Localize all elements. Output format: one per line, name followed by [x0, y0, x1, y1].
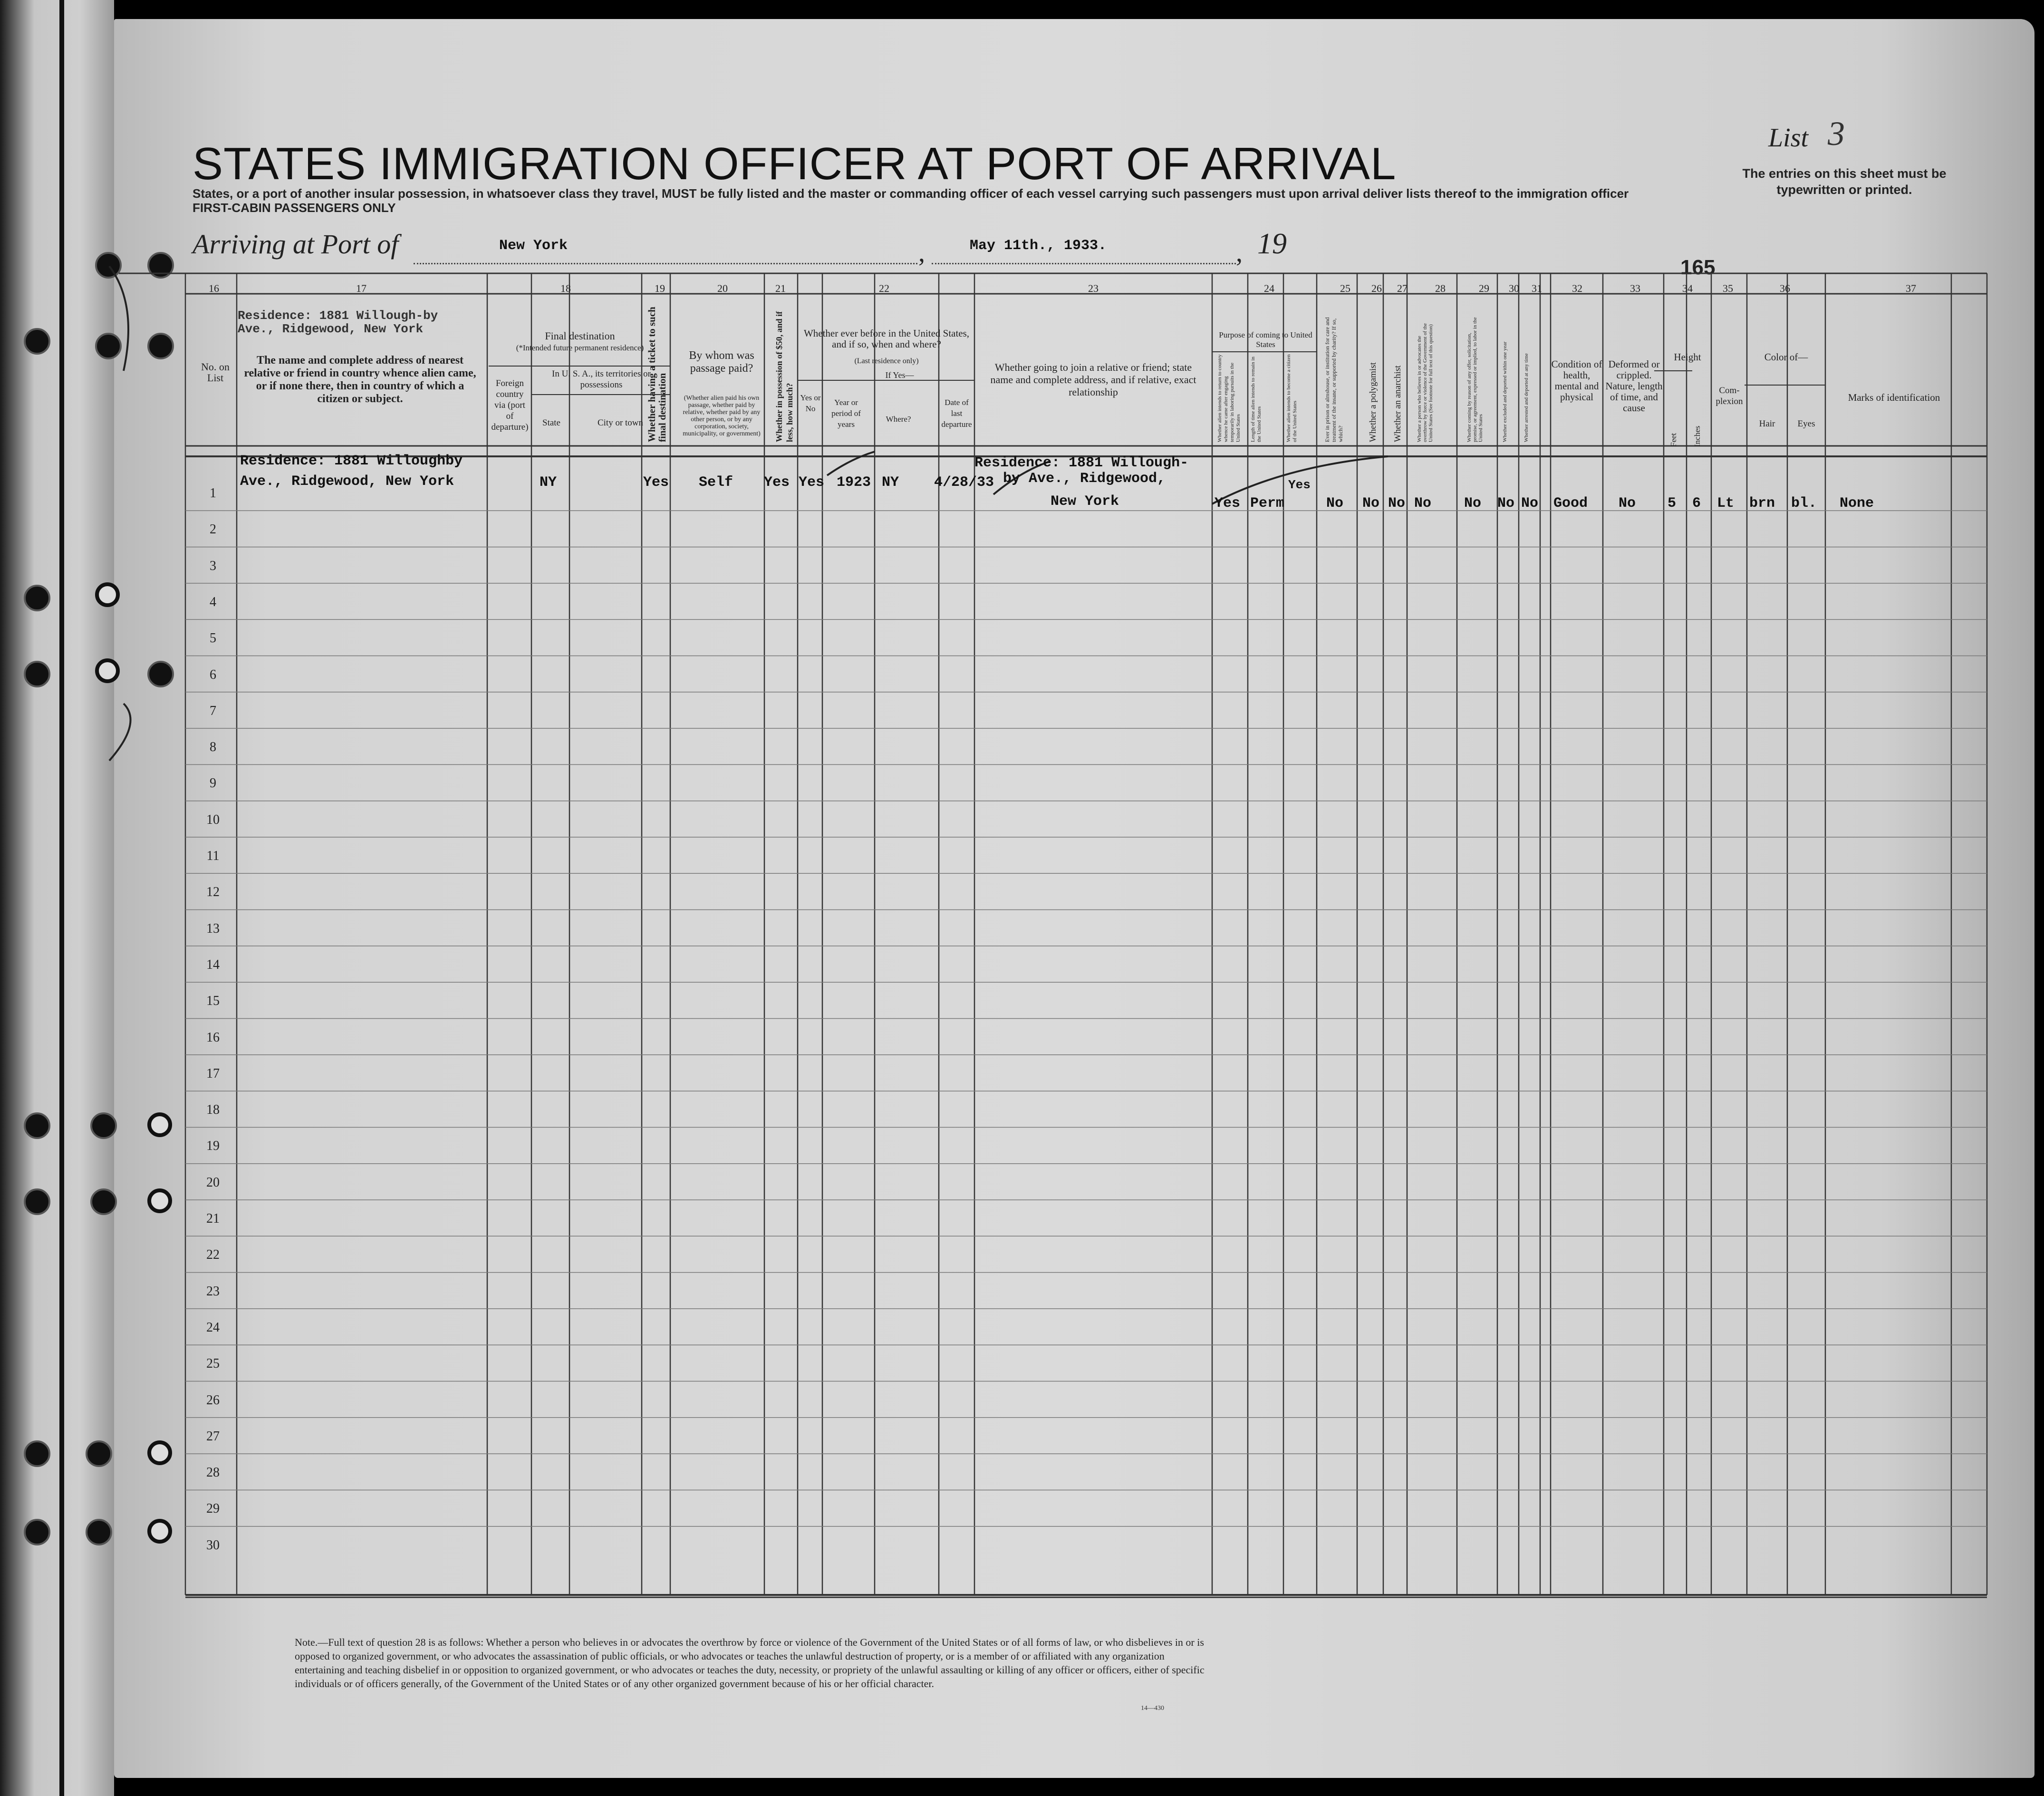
header-purpose-return: Whether alien intends to return to country whence he came after engaging temporarily in laboring pursuits in the United States [1217, 354, 1241, 442]
row-number: 27 [206, 1429, 220, 1444]
header-ever-before: Whether ever before in the United States, and if so, when and where? [803, 328, 970, 350]
list-number: 3 [1828, 115, 1845, 153]
row1-inches: 6 [1692, 495, 1701, 512]
row1-join-line2: by Ave., Ridgewood, [1003, 471, 1166, 487]
column-number-25: 25 [1340, 282, 1350, 294]
row-number: 13 [206, 921, 220, 936]
header-if-yes: If Yes— [885, 370, 914, 380]
comma: , [918, 238, 925, 268]
row-number: 25 [206, 1356, 220, 1371]
row1-purpose-perm: Perm [1250, 495, 1285, 512]
header-purpose: Purpose of coming to United States [1219, 330, 1312, 349]
row-number: 30 [206, 1537, 220, 1553]
row-number: 14 [206, 957, 220, 972]
column-number-23: 23 [1088, 282, 1099, 294]
row-number: 16 [206, 1030, 220, 1045]
row1-join-line3: New York [1051, 493, 1119, 510]
footnote-question-28: Note.—Full text of question 28 is as follows: Whether a person who believes in or advocates the overthrow by force or violence of the Government of the United States or of all forms of law, or who disbelieves in or is opposed to organized government, or who advocates the assassination of public officials, or who advocates or teaches the unlawful destruction of property, or is a member of or affiliated with any organization entertaining and teaching disbelief in or opposition to organized government, or who advocates or teaches the duty, necessity, or propriety of the unlawful assaulting or killing of any officer or officers, either of specific individuals or of officers generally, of the Government of the United States or of any other organized government because of his or her official character. [295, 1636, 1205, 1690]
row1-marks: None [1840, 495, 1874, 512]
header-where: Where? [886, 415, 911, 424]
header-year: Year or period of years [831, 398, 861, 429]
header-hair: Hair [1759, 419, 1775, 429]
column-number-26: 26 [1371, 282, 1382, 294]
column-number-35: 35 [1723, 282, 1733, 294]
row-number: 1 [210, 486, 216, 501]
row-number: 24 [206, 1320, 220, 1335]
column-number-36: 36 [1780, 282, 1790, 294]
row-number: 15 [206, 994, 220, 1009]
row1-purpose-yes: Yes [1215, 495, 1241, 512]
header-purpose-citizen: Whether alien intends to become a citizen of the United States [1286, 354, 1298, 442]
column-number-28: 28 [1435, 282, 1446, 294]
column-number-16: 16 [209, 282, 219, 294]
row-number: 3 [210, 558, 216, 573]
page-title: STATES IMMIGRATION OFFICER AT PORT OF ARRIVAL [193, 138, 1397, 189]
row-number: 26 [206, 1392, 220, 1408]
row1-complexion: Lt [1717, 495, 1735, 512]
row-number: 12 [206, 885, 220, 900]
column-number-29: 29 [1479, 282, 1489, 294]
row-number: 20 [206, 1175, 220, 1190]
row1-offer: No [1464, 495, 1482, 512]
header-anarchist: Whether an anarchist [1393, 365, 1403, 442]
row-number: 10 [206, 812, 220, 827]
row1-anarchist: No [1388, 495, 1406, 512]
row1-health: Good [1553, 495, 1588, 512]
header-eyes: Eyes [1797, 419, 1815, 429]
header-arrested: Whether arrested and deported at any time [1523, 353, 1529, 442]
row-number: 23 [206, 1284, 220, 1299]
row-number: 11 [206, 849, 220, 863]
row1-overthrow: No [1414, 495, 1432, 512]
header-typed-residence: Residence: 1881 Willough-by Ave., Ridgewood, New York [238, 309, 438, 336]
header-ticket: Whether having a ticket to such final destination [646, 307, 668, 442]
row-number: 19 [206, 1139, 220, 1154]
row1-before-where: NY [882, 474, 899, 491]
header-purpose-length: Length of time alien intends to remain in the United States [1250, 357, 1262, 442]
header-last-departure: Date of last departure [941, 398, 972, 429]
header-polygamist: Whether a polygamist [1368, 362, 1378, 442]
column-number-33: 33 [1630, 282, 1640, 294]
row1-deported: No [1521, 495, 1539, 512]
column-number-22: 22 [879, 282, 889, 294]
row1-join-line1: Residence: 1881 Willough- [974, 455, 1189, 471]
header-ever-before-sub: (Last residence only) [854, 357, 919, 365]
header-state: State [542, 418, 560, 428]
row1-residence-line1: Residence: 1881 Willoughby [240, 453, 463, 469]
year-prefix: 19 [1257, 228, 1287, 260]
date-value: May 11th., 1933. [970, 238, 1107, 254]
header-marks: Marks of identification [1848, 392, 1940, 403]
row1-before-year: 1923 [837, 474, 871, 491]
header-health: Condition of health, mental and physical [1551, 358, 1602, 403]
column-number-24: 24 [1264, 282, 1274, 294]
row-number: 29 [206, 1501, 220, 1516]
column-number-30: 30 [1509, 282, 1519, 294]
header-complexion: Com-plexion [1716, 386, 1743, 406]
header-no-on-list: No. on List [201, 361, 230, 384]
row-number: 9 [210, 776, 216, 791]
subtitle-line-1: States, or a port of another insular possession, in whatsoever class they travel, MUST be fully listed and the master or commanding officer of each vessel carrying such passengers must upon arrival deliver lists thereof to the immigration officer [193, 186, 1629, 201]
row1-polygamist: No [1362, 495, 1380, 512]
row1-ticket: Yes [643, 474, 669, 491]
row-number: 18 [206, 1102, 220, 1118]
arriving-label: Arriving at Port of [193, 229, 399, 260]
comma: , [1236, 238, 1243, 268]
header-final-destination: Final destination [545, 330, 615, 342]
header-color-of: Color of— [1764, 351, 1808, 363]
page-number: 165 [1680, 256, 1716, 279]
row1-deformed: No [1619, 495, 1636, 512]
column-number-37: 37 [1906, 282, 1916, 294]
row-number: 5 [210, 631, 216, 646]
row1-excluded: No [1497, 495, 1515, 512]
header-offer: Whether coming by reason of any offer, solicitation, promise, or agreement, expressed or implied, to labor in the United States [1466, 317, 1484, 442]
header-in-usa: In U. S. A., its territories or possessions [552, 369, 651, 390]
row-number: 28 [206, 1465, 220, 1480]
row1-before-yesno: Yes [799, 474, 825, 491]
header-height: Height [1674, 351, 1701, 363]
row1-feet: 5 [1668, 495, 1677, 512]
header-passage-paid-sub: (Whether alien paid his own passage, whether paid by relative, whether paid by any other person, or by any corporation, society, municipality, or government) [683, 395, 761, 437]
port-value: New York [499, 238, 568, 254]
header-nearest-relative: The name and complete address of nearest relative or friend in country whence alien came, or if none there, then in country of which a citizen or subject. [244, 354, 476, 405]
column-number-27: 27 [1397, 282, 1408, 294]
entries-note: The entries on this sheet must be typewritten or printed. [1742, 166, 1947, 197]
column-number-34: 34 [1682, 282, 1693, 294]
row1-paid-by: Self [699, 474, 733, 491]
header-yes-no: Yes or No [800, 393, 821, 413]
row-number: 6 [210, 667, 216, 682]
row-number: 22 [206, 1247, 220, 1263]
column-number-19: 19 [655, 282, 665, 294]
row-number: 8 [210, 740, 216, 755]
header-final-destination-sub: (*Intended future permanent residence) [516, 343, 644, 352]
column-number-31: 31 [1532, 282, 1542, 294]
header-join-relative: Whether going to join a relative or friend; state name and complete address, and if relative, exact relationship [990, 361, 1196, 398]
header-excluded: Whether excluded and deported within one year [1502, 341, 1508, 442]
column-number-20: 20 [717, 282, 728, 294]
list-label: List [1768, 123, 1809, 153]
header-overthrow: Whether a person who believes in or advocates the overthrow by force or violence of the Government of the United States (See footnote for full text of this question) [1417, 323, 1434, 442]
column-number-17: 17 [356, 282, 366, 294]
row1-fifty: Yes [764, 474, 790, 491]
row-number: 2 [210, 522, 216, 537]
header-fifty-dollars: Whether in possession of $50, and if less, how much? [774, 311, 794, 442]
row-number: 21 [206, 1211, 220, 1226]
row-number: 7 [210, 703, 216, 718]
row-number: 17 [206, 1066, 220, 1081]
header-deformed: Deformed or crippled. Nature, length of time, and cause [1605, 358, 1663, 414]
header-prison: Ever in prison or almshouse, or institution for care and treatment of the insane, or supported by charity? If so, which? [1324, 317, 1344, 442]
row1-state: NY [540, 474, 557, 491]
header-inches: Inches [1693, 425, 1702, 447]
row-number: 4 [210, 594, 216, 609]
form-number: 14—430 [1141, 1705, 1164, 1712]
row1-prison: No [1326, 495, 1344, 512]
row1-hair: brn [1749, 495, 1775, 512]
row1-last-departure: 4/28/33 [934, 474, 994, 491]
row1-purpose-citizen: Yes [1288, 478, 1311, 492]
header-foreign-country: Foreign country via (port of departure) [491, 378, 529, 432]
row1-residence-line2: Ave., Ridgewood, New York [240, 473, 454, 490]
column-number-18: 18 [560, 282, 571, 294]
header-city: City or town [597, 418, 644, 428]
header-feet: Feet [1669, 433, 1678, 447]
row1-eyes: bl. [1791, 495, 1817, 512]
header-passage-paid: By whom was passage paid? [689, 349, 754, 375]
column-number-21: 21 [775, 282, 786, 294]
subtitle-line-2: FIRST-CABIN PASSENGERS ONLY [193, 201, 396, 215]
column-number-32: 32 [1572, 282, 1582, 294]
